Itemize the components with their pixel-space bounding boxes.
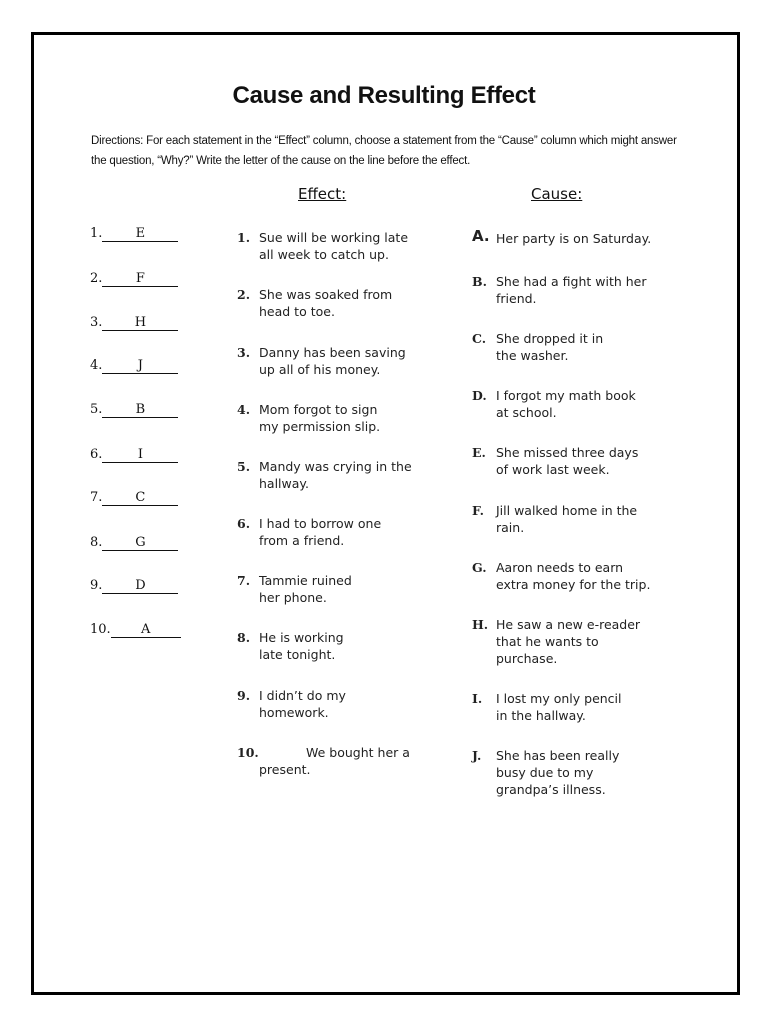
cause-letter: D. bbox=[472, 388, 487, 403]
effect-number: 6. bbox=[237, 516, 251, 531]
answer-line-4[interactable] bbox=[90, 358, 178, 374]
effect-item-8 bbox=[237, 629, 439, 663]
effect-column-header: Effect: bbox=[298, 185, 347, 203]
answer-letter[interactable]: I bbox=[102, 448, 178, 463]
effect-text: Mom forgot to sign my permission slip. bbox=[259, 402, 381, 434]
cause-letter: I. bbox=[472, 691, 483, 706]
cause-item-d bbox=[472, 387, 681, 421]
effect-text: She was soaked from head to toe. bbox=[259, 287, 393, 319]
answer-letter[interactable]: G bbox=[102, 536, 178, 551]
effect-item-9 bbox=[237, 687, 439, 721]
answer-letter[interactable]: A bbox=[111, 623, 181, 638]
answer-number: 8. bbox=[90, 535, 103, 550]
effect-text: I had to borrow one from a friend. bbox=[259, 516, 382, 548]
cause-item-f bbox=[472, 502, 681, 536]
cause-text: She missed three days of work last week. bbox=[496, 445, 639, 477]
cause-letter: A. bbox=[472, 227, 490, 245]
answer-number: 7. bbox=[90, 490, 103, 505]
cause-item-h bbox=[472, 616, 681, 667]
answer-letter[interactable]: C bbox=[102, 491, 178, 506]
effect-text: We bought her a present. bbox=[259, 745, 410, 777]
answer-letter[interactable]: H bbox=[102, 316, 178, 331]
cause-item-g bbox=[472, 559, 681, 593]
answer-letter[interactable]: B bbox=[102, 403, 178, 418]
answer-number: 6. bbox=[90, 447, 103, 462]
answer-number: 10. bbox=[90, 622, 111, 637]
effect-item-6 bbox=[237, 515, 439, 549]
effect-number: 3. bbox=[237, 345, 251, 360]
cause-item-e bbox=[472, 444, 681, 478]
effect-item-4 bbox=[237, 401, 439, 435]
cause-column-header: Cause: bbox=[531, 185, 583, 203]
directions-text: Directions: For each statement in the “Effect” column, choose a statement from the “Cause” column which might answer the question, “Why?” Write the letter of the cause on the line before the effect. bbox=[91, 135, 677, 167]
answer-letter[interactable]: J bbox=[102, 359, 178, 374]
answer-letter[interactable]: F bbox=[102, 272, 178, 287]
effect-item-10 bbox=[237, 744, 439, 778]
answer-number: 3. bbox=[90, 315, 103, 330]
cause-text: Jill walked home in the rain. bbox=[496, 503, 638, 535]
cause-text: I lost my only pencil in the hallway. bbox=[496, 691, 622, 723]
effect-number: 2. bbox=[237, 287, 251, 302]
effect-number: 10. bbox=[237, 745, 259, 760]
effect-number: 8. bbox=[237, 630, 251, 645]
cause-text: She has been really busy due to my grandpa’s illness. bbox=[496, 748, 620, 797]
effect-number: 4. bbox=[237, 402, 251, 417]
answer-number: 5. bbox=[90, 402, 103, 417]
worksheet-title: Cause and Resulting Effect bbox=[232, 82, 536, 109]
cause-letter: J. bbox=[472, 748, 482, 763]
cause-letter: G. bbox=[472, 560, 487, 575]
answer-line-6[interactable] bbox=[90, 447, 178, 463]
answer-line-5[interactable] bbox=[90, 402, 178, 418]
answer-letter[interactable]: E bbox=[102, 227, 178, 242]
answer-letter[interactable]: D bbox=[102, 579, 178, 594]
answer-number: 1. bbox=[90, 226, 103, 241]
effect-number: 7. bbox=[237, 573, 251, 588]
answer-line-3[interactable] bbox=[90, 315, 178, 331]
effect-text: Sue will be working late all week to catch up. bbox=[259, 230, 409, 262]
effect-item-1 bbox=[237, 229, 439, 263]
cause-text: She dropped it in the washer. bbox=[496, 331, 604, 363]
effect-item-2 bbox=[237, 286, 439, 320]
effect-number: 9. bbox=[237, 688, 251, 703]
effect-text: Tammie ruined her phone. bbox=[259, 573, 352, 605]
effect-text: He is working late tonight. bbox=[259, 630, 344, 662]
effect-item-7 bbox=[237, 572, 439, 606]
answer-number: 2. bbox=[90, 271, 103, 286]
answer-number: 4. bbox=[90, 358, 103, 373]
answer-line-9[interactable] bbox=[90, 578, 178, 594]
answer-number: 9. bbox=[90, 578, 103, 593]
cause-text: She had a fight with her friend. bbox=[496, 274, 647, 306]
answer-line-8[interactable] bbox=[90, 535, 178, 551]
cause-letter: C. bbox=[472, 331, 487, 346]
answer-line-10[interactable] bbox=[90, 622, 181, 638]
cause-item-a bbox=[472, 227, 681, 247]
answer-line-2[interactable] bbox=[90, 271, 178, 287]
effect-item-3 bbox=[237, 344, 439, 378]
effect-item-5 bbox=[237, 458, 439, 492]
effect-text: I didn’t do my homework. bbox=[259, 688, 346, 720]
cause-item-j bbox=[472, 747, 681, 798]
cause-item-b bbox=[472, 273, 681, 307]
effect-number: 5. bbox=[237, 459, 251, 474]
cause-text: He saw a new e-reader that he wants to purchase. bbox=[496, 617, 641, 666]
cause-letter: B. bbox=[472, 274, 487, 289]
cause-letter: F. bbox=[472, 503, 484, 518]
effect-text: Mandy was crying in the hallway. bbox=[259, 459, 412, 491]
cause-text: Her party is on Saturday. bbox=[496, 231, 652, 246]
cause-letter: H. bbox=[472, 617, 489, 632]
cause-letter: E. bbox=[472, 445, 486, 460]
answer-line-1[interactable] bbox=[90, 226, 178, 242]
effect-text: Danny has been saving up all of his money. bbox=[259, 345, 406, 377]
cause-item-i bbox=[472, 690, 681, 724]
effect-number: 1. bbox=[237, 230, 251, 245]
cause-text: I forgot my math book at school. bbox=[496, 388, 636, 420]
answer-line-7[interactable] bbox=[90, 490, 178, 506]
cause-text: Aaron needs to earn extra money for the trip. bbox=[496, 560, 651, 592]
cause-item-c bbox=[472, 330, 681, 364]
